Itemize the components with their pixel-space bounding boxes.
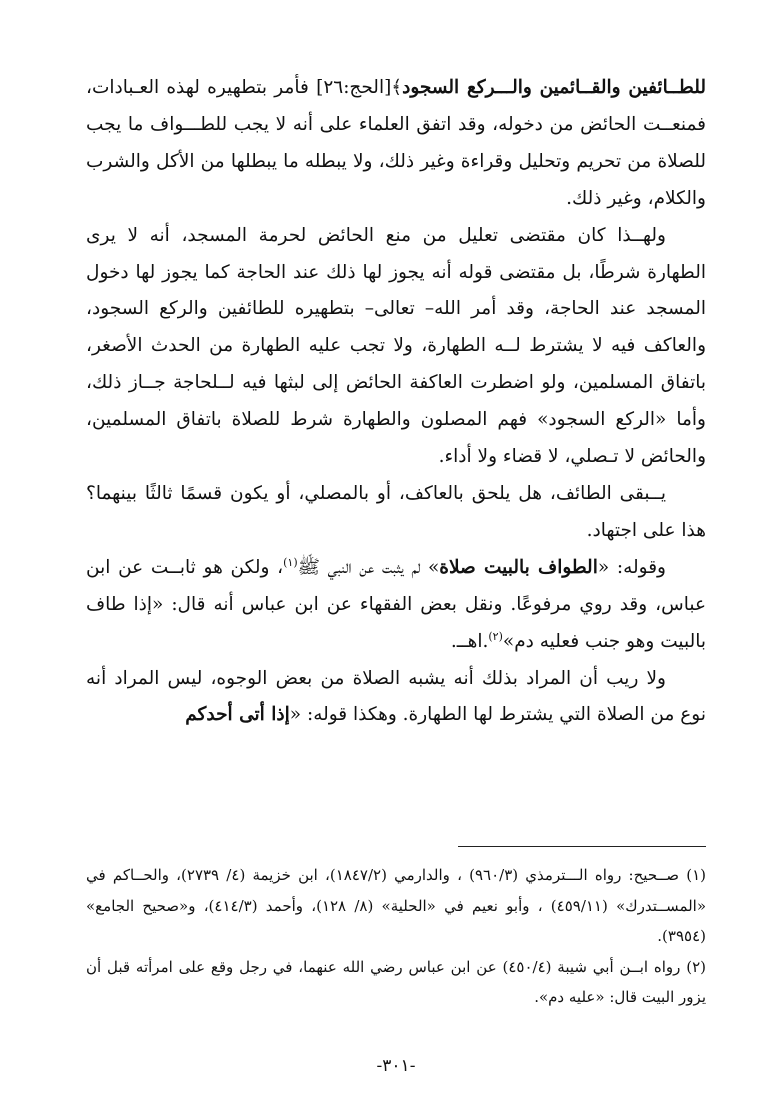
paragraph-4-end: .اهــ. (450, 630, 489, 652)
footnote-ref-1[interactable]: (١) (283, 555, 298, 569)
paragraph-2: ولهــذا كان مقتضى تعليل من منع الحائض لحرمة المسجد، أنه لا يرى الطهارة شرطًا، بل مقتضى قوله أنه يجوز لها ذلك عند الحاجة كما يجوز لها دخول المسجد عند الحاجة، وقد أمر الله– تعالى– بتطهيره للطائفين والركع السجود، والعاكف فيه لا يشترط لــه الطهارة، ولا تجب عليه الطهارة من الحدث الأصغر، باتفاق المسلمين، ولو اضطرت العاكفة الحائض إلى لبثها فيه لــلحاجة جــاز ذلك، وأما «الركع السجود» فهم المصلون والطهارة شرط للصلاة باتفاق المسلمين، والحائض لا تـصلي، لا قضاء ولا أداء. (86, 224, 706, 468)
footnote-1-number: (١) (686, 866, 706, 884)
footnote-2-text: رواه ابــن أبي شيبة (٤٥٠/٤) عن ابن عباس رضي الله عنهما، في رجل وقع على امرأته قبل أن يزور البيت قال: «عليه دم». (86, 957, 706, 1006)
footnote-separator (458, 846, 706, 847)
paragraph-3: يــبقى الطائف، هل يلحق بالعاكف، أو بالمصلي، أو يكون قسمًا ثالثًا بينهما؟ هذا على اجتهاد. (86, 482, 706, 541)
footnotes (86, 860, 706, 1013)
paragraph-1-continuation: ﴾[الحج:٢٦] فأمر بتطهيره لهذه العـبادات، فمنعــت الحائض من دخوله، وقد اتفق العلماء على أنه لا يجب للطـــواف ما يجب للصلاة من تحريم وتحليل وقراءة وغير ذلك، ولا يبطله ما يبطلها من الأكل والشرب والكلام، وغير ذلك. (86, 77, 706, 209)
footnote-1-text: صــحيح: رواه الـــترمذي (٩٦٠/٣) ، والدارمي (١٨٤٧/٢)، ابن خزيمة (٤/ ٢٧٣٩)، والحــاكم في «المســتدرك» (٤٥٩/١١) ، وأبو نعيم في «الحلية» (٨/ ١٢٨)، وأحمد (٤١٤/٣)، و«صحيح الجامع» (٣٩٥٤). (86, 866, 707, 945)
hadith-quote: الطواف بالبيت صلاة (439, 556, 598, 578)
paragraph-5-text: ولا ريب أن المراد بذلك أنه يشبه الصلاة من بعض الوجوه، ليس المراد أنه نوع من الصلاة التي يشترط لها الطهارة. وهكذا قوله: « (86, 667, 706, 726)
paragraph-5 (86, 661, 706, 735)
main-text (86, 70, 706, 734)
footnote-2 (86, 952, 706, 1013)
footnote-2-number: (٢) (686, 957, 707, 976)
paragraph-4 (86, 550, 706, 661)
paragraph-4-middle: ، ولكن هو ثابــت عن ابن عباس، وقد روي مرفوعًا. ونقل بعض الفقهاء عن ابن عباس أنه قال: «إذا طاف بالبيت وهو جنب فعليه دم» (86, 556, 706, 652)
paragraph-4-intro: وقوله: « (597, 556, 666, 578)
paragraph-4-after-hadith: » لم يثبت عن النبي ﷺ (297, 556, 440, 578)
book-page (86, 0, 706, 1100)
paragraph-5-bold-end: إذا أتى أحدكم (185, 704, 290, 726)
footnote-1 (86, 860, 706, 952)
quran-quote: للطــائفين والقــائمين والـــركع السجود (402, 77, 706, 98)
paragraph-1 (86, 70, 706, 218)
footnote-ref-2[interactable]: (٢) (488, 629, 503, 643)
page-number: -٣٠١- (376, 1056, 416, 1076)
